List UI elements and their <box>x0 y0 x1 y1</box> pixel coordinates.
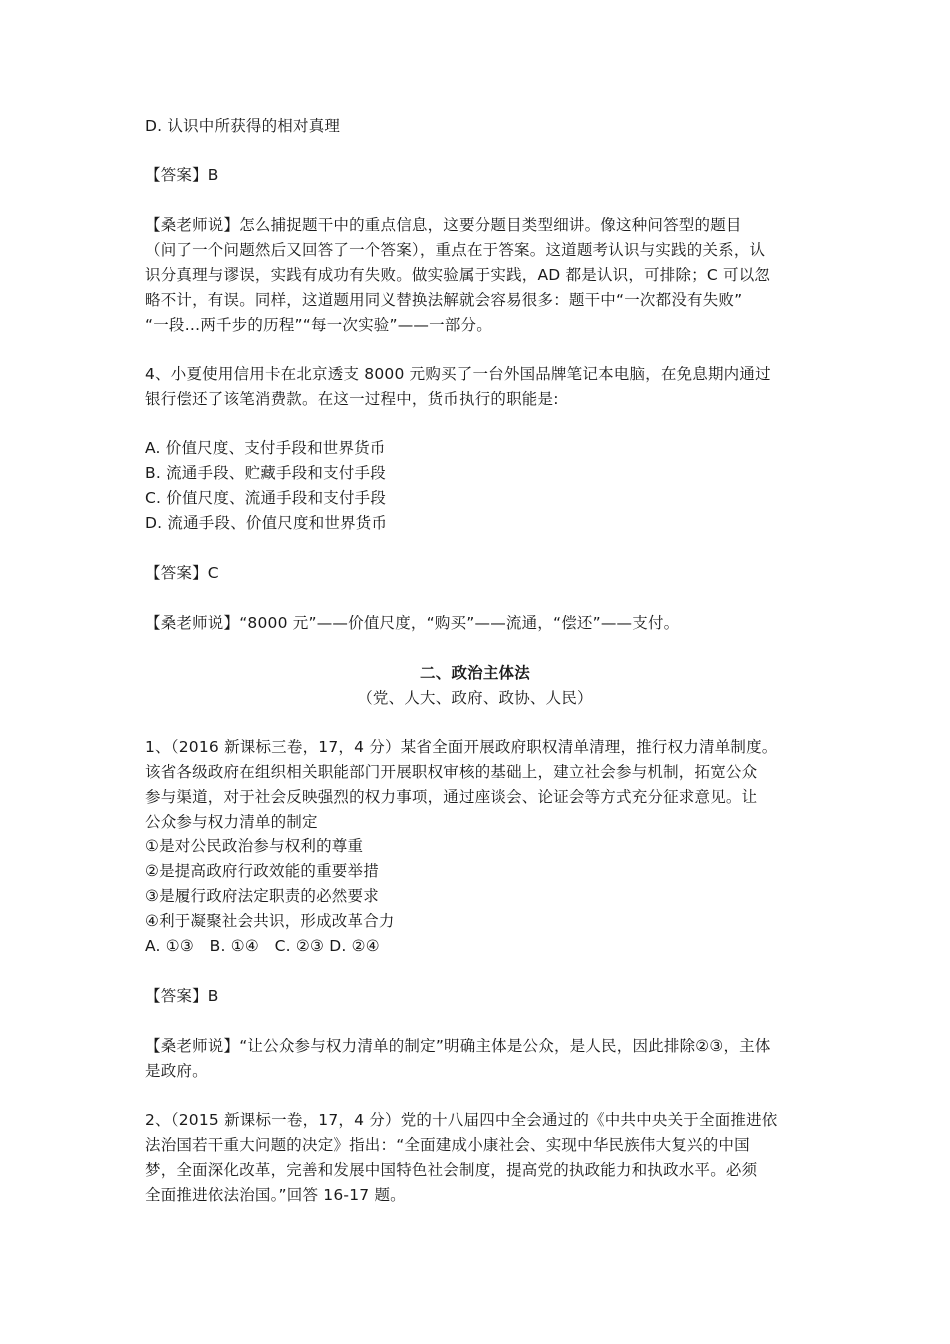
q3-explain-line: 【桑老师说】怎么捕捉题干中的重点信息，这要分题目类型细讲。像这种问答型的题目 <box>145 216 742 234</box>
q4-option-d: D. 流通手段、价值尺度和世界货币 <box>145 514 388 532</box>
s2q2-stem-line: 2、（2015 新课标一卷，17，4 分）党的十八届四中全会通过的《中共中央关于全面推进依 <box>145 1111 778 1129</box>
s2q1-item: ④利于凝聚社会共识，形成改革合力 <box>145 912 395 930</box>
s2q2-stem-line: 梦，全面深化改革，完善和发展中国特色社会制度，提高党的执政能力和执政水平。必须 <box>145 1161 758 1179</box>
q4-option-b: B. 流通手段、贮藏手段和支付手段 <box>145 464 386 482</box>
q4-option-c: C. 价值尺度、流通手段和支付手段 <box>145 489 387 507</box>
q4-option-a: A. 价值尺度、支付手段和世界货币 <box>145 439 386 457</box>
q4-explain: 【桑老师说】“8000 元”——价值尺度，“购买”——流通，“偿还”——支付。 <box>145 614 680 632</box>
q3-explain-line: （问了一个问题然后又回答了一个答案），重点在于答案。这道题考认识与实践的关系，认 <box>145 241 766 259</box>
s2q1-stem-line: 参与渠道，对于社会反映强烈的权力事项，通过座谈会、论证会等方式充分征求意见。让 <box>145 788 758 806</box>
s2q1-answer: 【答案】B <box>145 987 219 1005</box>
q3-explain-line: “一段…两千步的历程”“每一次实验”——一部分。 <box>145 316 492 334</box>
section-subtitle: （党、人大、政府、政协、人民） <box>357 689 593 707</box>
section-title: 二、政治主体法 <box>420 664 530 682</box>
s2q1-stem-line: 公众参与权力清单的制定 <box>145 813 318 831</box>
s2q1-explain-line: 【桑老师说】“让公众参与权力清单的制定”明确主体是公众，是人民，因此排除②③，主体 <box>145 1037 771 1055</box>
s2q1-explain-line: 是政府。 <box>145 1062 208 1080</box>
q3-explain-line: 识分真理与谬误，实践有成功有失败。做实验属于实践，AD 都是认识，可排除；C 可以忽 <box>145 266 771 284</box>
s2q1-stem-line: 该省各级政府在组织相关职能部门开展职权审核的基础上，建立社会参与机制，拓宽公众 <box>145 763 758 781</box>
s2q2-stem-line: 全面推进依法治国。”回答 16-17 题。 <box>145 1186 406 1204</box>
s2q1-stem-line: 1、（2016 新课标三卷，17，4 分）某省全面开展政府职权清单清理，推行权力清单制度。 <box>145 738 778 756</box>
q3-option-d: D. 认识中所获得的相对真理 <box>145 117 341 135</box>
q4-answer: 【答案】C <box>145 564 219 582</box>
q4-stem-line: 4、小夏使用信用卡在北京透支 8000 元购买了一台外国品牌笔记本电脑，在免息期内通过 <box>145 365 771 383</box>
s2q2-stem-line: 法治国若干重大问题的决定》指出：“全面建成小康社会、实现中华民族伟大复兴的中国 <box>145 1136 750 1154</box>
q4-stem-line: 银行偿还了该笔消费款。在这一过程中，货币执行的职能是: <box>145 390 559 408</box>
s2q1-item: ③是履行政府法定职责的必然要求 <box>145 887 379 905</box>
s2q1-item: ②是提高政府行政效能的重要举措 <box>145 862 379 880</box>
s2q1-item: ①是对公民政治参与权利的尊重 <box>145 837 364 855</box>
q3-answer: 【答案】B <box>145 166 219 184</box>
q3-explain-line: 略不计，有误。同样，这道题用同义替换法解就会容易很多：题干中“一次都没有失败” <box>145 291 743 309</box>
s2q1-choices: A. ①③ B. ①④ C. ②③ D. ②④ <box>145 937 380 955</box>
